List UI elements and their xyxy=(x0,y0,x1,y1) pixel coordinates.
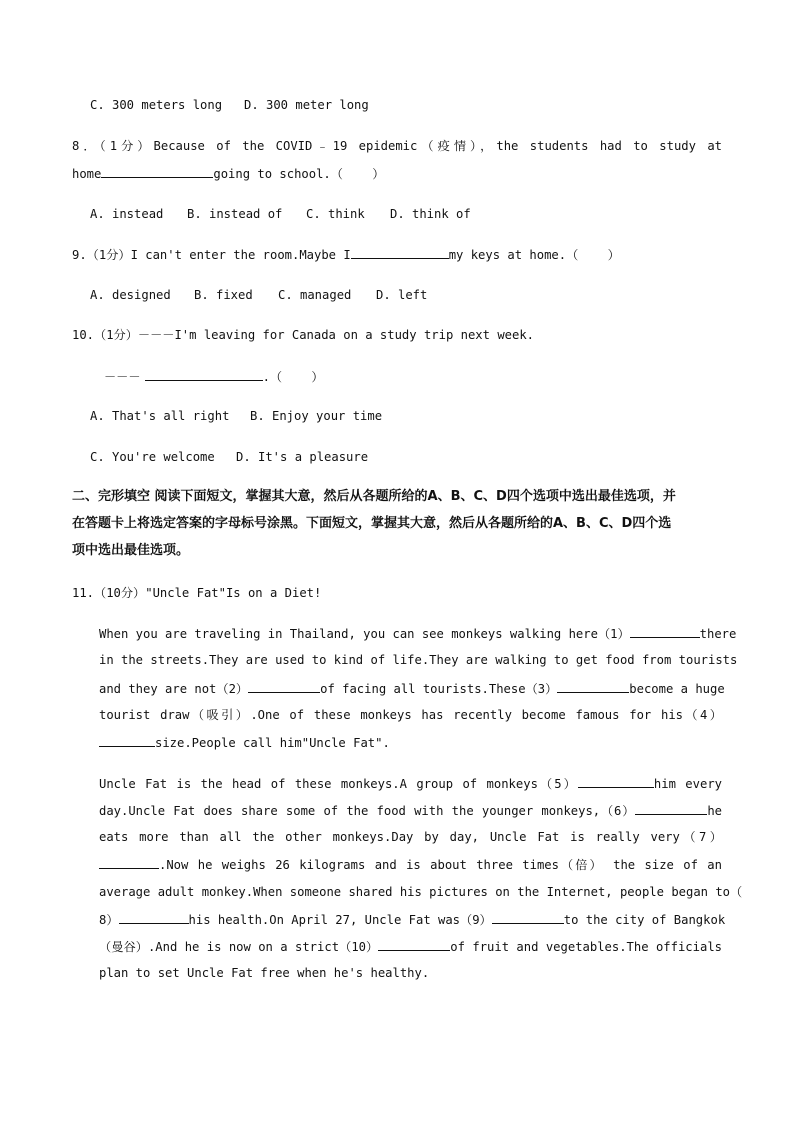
q8-option-d: D. think of xyxy=(390,207,471,221)
passage-p2-line2: day.Uncle Fat does share some of the food with the younger monkeys,（6） he xyxy=(99,804,722,818)
q9-stem: 9.（1分）I can't enter the room.Maybe I my keys at home.（ ） xyxy=(72,248,620,262)
cloze-blank-6[interactable] xyxy=(635,802,707,815)
q7-option-d: D. 300 meter long xyxy=(244,98,369,112)
passage-p1-line3: and they are not（2） of facing all tourists.These（3） become a huge xyxy=(99,682,725,696)
passage-p2-line5: average adult monkey.When someone shared his pictures on the Internet, people began to（ xyxy=(99,885,743,899)
section2-instruction-line1: 二、完形填空 阅读下面短文，掌握其大意，然后从各题所给的A、B、C、D四个选项中选出最佳选项，并 xyxy=(72,489,676,504)
q9-blank[interactable] xyxy=(351,246,449,259)
q9-option-c: C. managed xyxy=(278,288,352,302)
q8-stem-line1: 8．（1分）Because of the COVID﹣19 epidemic（疫情），the students had to study at xyxy=(72,139,722,153)
q10-option-b: B. Enjoy your time xyxy=(250,409,383,423)
passage-p1-line4: tourist draw（吸引）.One of these monkeys has recently become famous for his（4） xyxy=(99,708,722,722)
cloze-blank-5[interactable] xyxy=(578,775,654,788)
passage-p2-line7: （曼谷）.And he is now on a strict（10） of fruit and vegetables.The officials xyxy=(99,940,722,954)
cloze-blank-1[interactable] xyxy=(630,625,700,638)
passage-p1-line2: in the streets.They are used to kind of life.They are walking to get food from tourists xyxy=(99,653,738,667)
passage-p2-line4: .Now he weighs 26 kilograms and is about three times（倍） the size of an xyxy=(99,856,722,873)
q9-option-b: B. fixed xyxy=(194,288,253,302)
cloze-blank-2[interactable] xyxy=(248,680,320,693)
passage-p1-line1: When you are traveling in Thailand, you can see monkeys walking here（1） there xyxy=(99,627,737,641)
q8-blank[interactable] xyxy=(101,165,213,178)
cloze-blank-9[interactable] xyxy=(492,911,564,924)
q10-option-d: D. It's a pleasure xyxy=(236,450,369,464)
q10-stem: 10.（1分）－－－I'm leaving for Canada on a study trip next week. xyxy=(72,328,535,342)
q10-response-line: －－－ .（ ） xyxy=(104,370,324,384)
q9-option-d: D. left xyxy=(376,288,428,302)
cloze-blank-8[interactable] xyxy=(119,911,189,924)
passage-p2-line8: plan to set Uncle Fat free when he's healthy. xyxy=(99,966,430,980)
q10-option-a: A. That's all right xyxy=(90,409,230,423)
q8-option-a: A. instead xyxy=(90,207,164,221)
q8-stem-line2: home going to school.（ ） xyxy=(72,167,385,181)
passage-p2-line1: Uncle Fat is the head of these monkeys.A group of monkeys（5） him every xyxy=(99,777,722,791)
passage-p1-line5: size.People call him"Uncle Fat". xyxy=(99,734,722,751)
q8-option-b: B. instead of xyxy=(187,207,283,221)
q10-blank[interactable] xyxy=(145,368,263,381)
q8-option-c: C. think xyxy=(306,207,365,221)
q7-option-c: C. 300 meters long xyxy=(90,98,223,112)
cloze-blank-10[interactable] xyxy=(378,938,450,951)
passage-p2-line3: eats more than all the other monkeys.Day by day, Uncle Fat is really very（7） xyxy=(99,830,722,844)
cloze-blank-7[interactable] xyxy=(99,856,159,869)
passage-p2-line6: 8） his health.On April 27, Uncle Fat was（9） to the city of Bangkok xyxy=(99,913,726,927)
q10-option-c: C. You're welcome xyxy=(90,450,215,464)
section2-instruction-line3: 项中选出最佳选项。 xyxy=(72,543,190,558)
q11-title: 11.（10分）"Uncle Fat"Is on a Diet! xyxy=(72,586,322,600)
q9-option-a: A. designed xyxy=(90,288,171,302)
cloze-blank-4[interactable] xyxy=(99,734,155,747)
cloze-blank-3[interactable] xyxy=(557,680,629,693)
section2-instruction-line2: 在答题卡上将选定答案的字母标号涂黑。下面短文，掌握其大意，然后从各题所给的A、B、C、D四个选 xyxy=(72,516,672,531)
